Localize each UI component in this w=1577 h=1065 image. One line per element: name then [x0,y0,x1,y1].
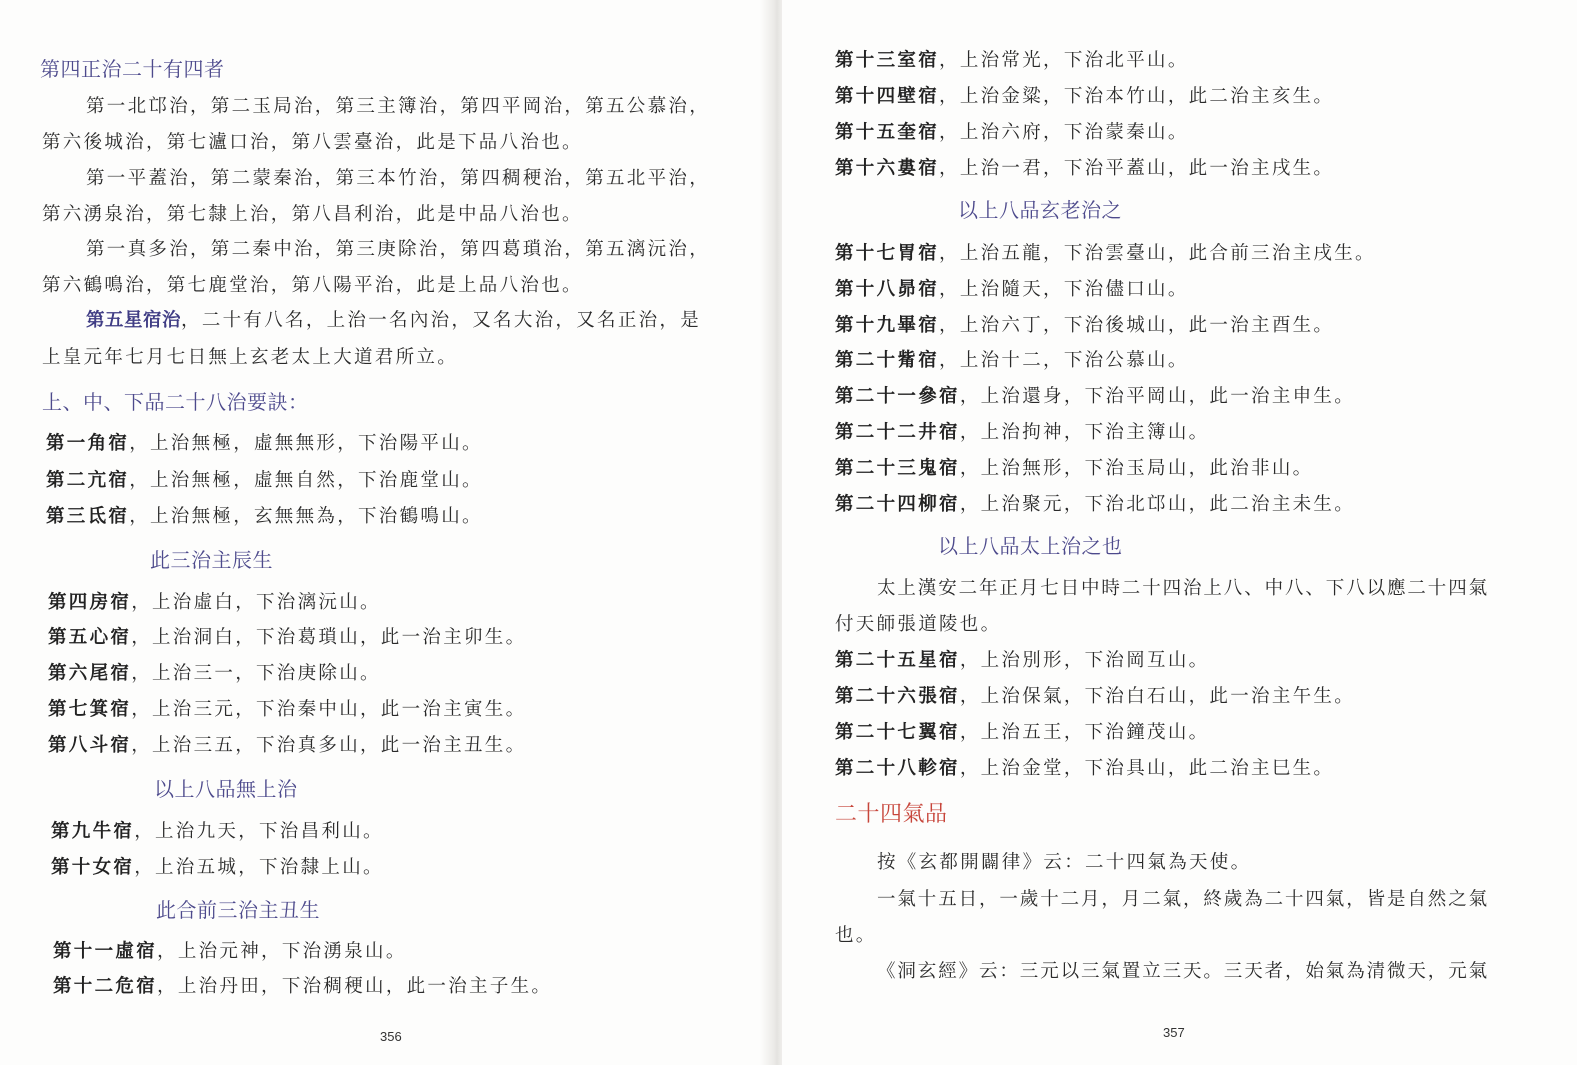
mansion-label: 第十九畢宿 [835,315,940,336]
group-heading: 此三治主辰生 [150,548,273,572]
mansion-text: ，上治六丁，下治後城山，此一治主酉生。 [939,315,1335,336]
mansion-label: 第八斗宿 [48,735,132,756]
mansion-label: 第一角宿 [46,433,130,454]
mansion-text: ，上治常光，下治北平山。 [939,50,1189,71]
section-heading: 上、中、下品二十八治要訣： [42,390,309,414]
paragraph-line: 上皇元年七月七日無上玄老太上大道君所立。 [42,347,459,368]
mansion-text: ，上治五王，下治鐘茂山。 [959,722,1210,743]
mansion-label: 第十女宿 [51,857,135,878]
mansion-entry [51,817,384,843]
mansion-entry [48,588,381,614]
mansion-entry [835,46,1189,72]
left-page [0,0,772,1065]
mansion-label: 第四房宿 [48,592,132,613]
mansion-label: 第十六婁宿 [835,158,940,179]
paragraph-line: 第六後城治，第七瀘口治，第八雲臺治，此是下品八治也。 [42,132,583,153]
mansion-text: ，上治金粱，下治本竹山，此二治主亥生。 [939,86,1335,107]
page-number: 357 [1163,1025,1185,1040]
mansion-entry [835,718,1209,744]
paragraph-line: 一氣十五日，一歲十二月，月二氣，終歲為二十四氣，皆是自然之氣 [877,889,1490,910]
mansion-entry [53,972,552,998]
mansion-entry [46,466,483,492]
paragraph-line [86,306,701,332]
paragraph-line: 《洞玄經》云：三元以三氣置立三天。三天者，始氣為清微天，元氣 [877,961,1490,982]
mansion-text: ，上治別形，下治岡互山。 [959,650,1210,671]
mansion-text: ，上治三元，下治秦中山，此一治主寅生。 [131,699,527,720]
mansion-text: ，上治無極，虛無自然，下治鹿堂山。 [129,470,483,491]
paragraph-line: 按《玄都開闢律》云：二十四氣為天使。 [877,852,1252,873]
mansion-text: ，上治一君，下治平蓋山，此一治主戌生。 [939,158,1335,179]
mansion-label: 第二十觜宿 [835,350,940,371]
paragraph-line: 第一真多治，第二秦中治，第三庚除治，第四葛瑣治，第五漓沅治， [86,239,711,260]
paragraph-line: 第六湧泉治，第七隸上治，第八昌利治，此是中品八治也。 [42,204,583,225]
mansion-label: 第二十三鬼宿 [835,458,960,479]
group-heading: 以上八品無上治 [154,777,298,801]
mansion-entry [48,659,381,685]
mansion-entry [53,937,407,963]
mansion-text: ，上治虛白，下治漓沅山。 [131,592,381,613]
mansion-text: ，上治無極，虛無無形，下治陽平山。 [129,433,483,454]
mansion-label: 第二十八軫宿 [835,758,960,779]
paragraph-line: 第一北邙治，第二玉局治，第三主簿治，第四平岡治，第五公慕治， [86,96,711,117]
page-number: 356 [380,1029,402,1044]
mansion-entry [835,382,1355,408]
mansion-label: 第十四壁宿 [835,86,940,107]
section-heading: 第四正治二十有四者 [40,57,225,81]
mansion-label: 第五心宿 [48,627,132,648]
inline-heading: 第五星宿治 [86,310,182,331]
mansion-entry [835,311,1334,337]
mansion-entry [835,682,1355,708]
mansion-text: ，上治三一，下治庚除山。 [131,663,381,684]
mansion-text: ，上治十二，下治公慕山。 [939,350,1189,371]
mansion-entry [46,502,483,528]
mansion-label: 第二十六張宿 [835,686,960,707]
paragraph-line: 第六鶴鳴治，第七鹿堂治，第八陽平治，此是上品八治也。 [42,275,583,296]
group-heading: 以上八品太上治之也 [938,534,1123,558]
mansion-label: 第二亢宿 [46,470,130,491]
paragraph-line: 太上漢安二年正月七日中時二十四治上八、中八、下八以應二十四氣 [877,578,1490,599]
mansion-text: ，上治三五，下治真多山，此一治主丑生。 [131,735,527,756]
mansion-text: ，上治拘神，下治主簿山。 [959,422,1210,443]
mansion-text: ，上治無極，玄無無為，下治鶴鳴山。 [129,506,483,527]
mansion-entry [835,418,1209,444]
mansion-label: 第二十二井宿 [835,422,960,443]
mansion-label: 第十二危宿 [53,976,158,997]
right-page [782,0,1577,1065]
mansion-entry [835,346,1189,372]
paragraph-line: 付天師張道陵也。 [835,614,1002,635]
mansion-entry [835,646,1209,672]
mansion-entry [48,731,526,757]
mansion-entry [835,490,1355,516]
mansion-entry [46,429,483,455]
mansion-entry [48,695,526,721]
mansion-text: ，上治六府，下治蒙秦山。 [939,122,1189,143]
mansion-text: ，上治丹田，下治稠稉山，此一治主子生。 [157,976,553,997]
mansion-label: 第三氐宿 [46,506,130,527]
mansion-label: 第二十五星宿 [835,650,960,671]
chapter-heading: 二十四氣品 [835,802,948,827]
mansion-text: ，上治洞白，下治葛瑣山，此一治主卯生。 [131,627,527,648]
mansion-text: ，上治元神，下治湧泉山。 [157,941,407,962]
mansion-label: 第七箕宿 [48,699,132,720]
paragraph-text: ，二十有八名，上治一名內治，又名大治，又名正治，是 [181,310,702,331]
mansion-text: ，上治九天，下治昌利山。 [134,821,384,842]
mansion-label: 第十三室宿 [835,50,940,71]
mansion-label: 第十七胃宿 [835,243,940,264]
mansion-label: 第六尾宿 [48,663,132,684]
mansion-text: ，上治金堂，下治具山，此二治主巳生。 [959,758,1335,779]
mansion-entry [835,154,1334,180]
group-heading: 此合前三治主丑生 [156,898,320,922]
mansion-entry [835,454,1313,480]
mansion-label: 第二十四柳宿 [835,494,960,515]
mansion-entry [48,623,526,649]
mansion-label: 第九牛宿 [51,821,135,842]
mansion-entry [835,275,1189,301]
mansion-text: ，上治隨天，下治儘口山。 [939,279,1189,300]
mansion-text: ，上治無形，下治玉局山，此治非山。 [959,458,1314,479]
mansion-label: 第十八昴宿 [835,279,940,300]
mansion-text: ，上治還身，下治平岡山，此一治主申生。 [959,386,1356,407]
paragraph-line: 也。 [835,925,877,946]
mansion-entry [835,239,1376,265]
mansion-text: ，上治五城，下治隸上山。 [134,857,384,878]
mansion-entry [835,754,1334,780]
mansion-entry [51,853,384,879]
group-heading: 以上八品玄老治之 [958,198,1122,222]
mansion-text: ，上治聚元，下治北邙山，此二治主未生。 [959,494,1356,515]
mansion-text: ，上治保氣，下治白石山，此一治主午生。 [959,686,1356,707]
mansion-text: ，上治五龍，下治雲臺山，此合前三治主戌生。 [939,243,1376,264]
paragraph-line: 第一平蓋治，第二蒙秦治，第三本竹治，第四稠稉治，第五北平治， [86,168,711,189]
mansion-label: 第二十一參宿 [835,386,960,407]
mansion-entry [835,82,1334,108]
mansion-label: 第十五奎宿 [835,122,940,143]
mansion-label: 第二十七翼宿 [835,722,960,743]
mansion-label: 第十一虛宿 [53,941,158,962]
mansion-entry [835,118,1189,144]
